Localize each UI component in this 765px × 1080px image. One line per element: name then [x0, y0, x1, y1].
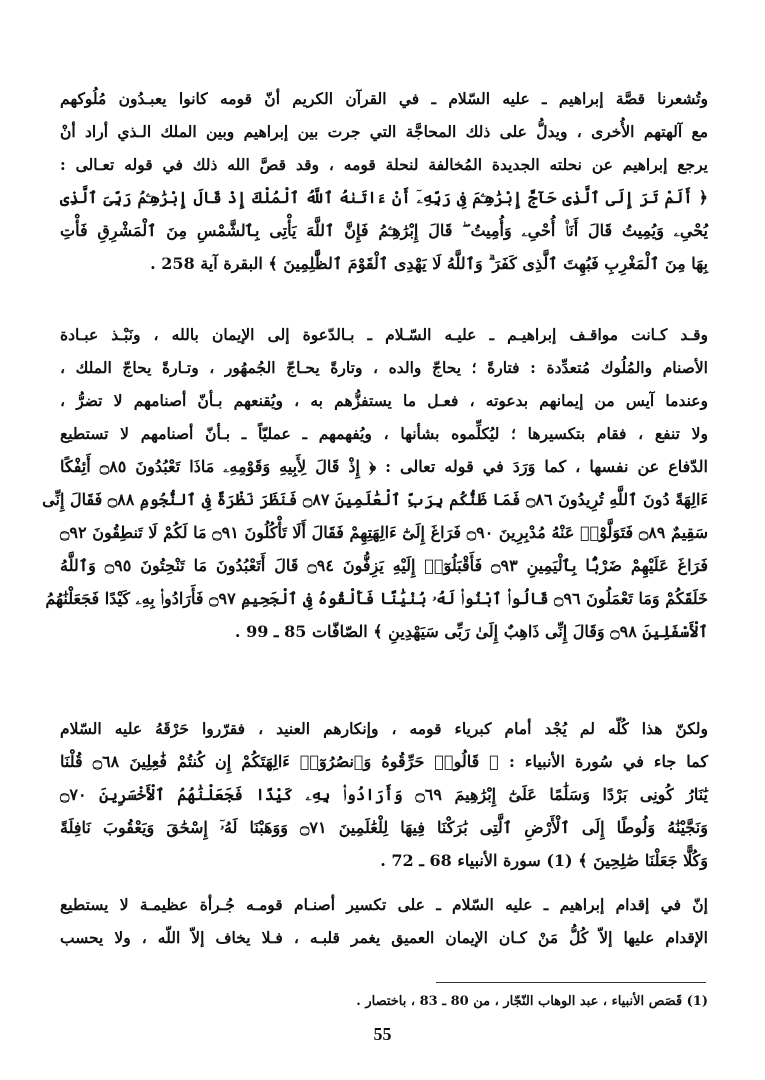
footnote-divider	[436, 982, 706, 983]
text-line: يرجع إبراهيم عن نحلته الجديدة المُخالفة لنحلة قومه ، وقد قصَّ الله ذلك في قوله تعـالى :	[60, 155, 708, 174]
quran-verse-line: وَكُلًّا جَعَلْنَا صَٰلِحِينَ ﴾ (1) سورة الأنبياء 68 ـ 72 .	[380, 851, 708, 870]
quran-verse-line: وَنَجَّيْنَٰهُ وَلُوطًا إِلَى ٱلْأَرْضِ ٱلَّتِى بَٰرَكْنَا فِيهَا لِلْعَٰلَمِينَ ۝٧١ وَوَهَبْنَا لَهُۥٓ إِسْحَٰقَ وَيَعْقُوبَ نَافِلَةً	[60, 818, 708, 837]
quran-verse-line: الدّفاع عن نفسها ، كما وَرَدَ في قوله تعالى : ﴿ إِذْ قَالَ لِأَبِيهِ وَقَوْمِهِۦ مَاذَا تَعْبُدُونَ ۝٨٥ أَئِفْكًا	[60, 457, 708, 476]
quran-verse-line: ءَالِهَةً دُونَ ٱللَّهِ تُرِيدُونَ ۝٨٦ فَمَا ظَنُّكُم بِرَبِّ ٱلْعَٰلَمِينَ ۝٨٧ فَنَظَرَ نَظْرَةً فِى ٱلنُّجُومِ ۝٨٨ فَقَالَ إِنِّى	[42, 490, 708, 509]
quran-verse-line: ٱلْأَسْفَلِينَ ۝٩٨ وَقَالَ إِنِّى ذَاهِبٌ إِلَىٰ رَبِّى سَيَهْدِينِ ﴾ الصّافّات 85 ـ 99 .	[234, 622, 708, 641]
quran-verse-line: خَلَقَكُمْ وَمَا تَعْمَلُونَ ۝٩٦ قَالُوا۟ ٱبْنُوا۟ لَهُۥ بُنْيَٰنًا فَأَلْقُوهُ فِى ٱلْجَحِيمِ ۝٩٧ فَأَرَادُوا۟ بِهِۦ كَيْدًا فَجَعَلْنَٰهُمُ	[45, 589, 708, 608]
quran-verse-line: يُحْىِۦ وَيُمِيتُ قَالَ أَنَا۠ أُحْىِۦ وَأُمِيتُ ۖ قَالَ إِبْرَٰهِـۧمُ فَإِنَّ ٱللَّهَ يَأْتِى بِٱلشَّمْسِ مِنَ ٱلْمَشْرِقِ فَأْتِ	[60, 221, 708, 240]
text-line: وتُشعرنا قصَّة إبراهيم ـ عليه السّلام ـ في القرآن الكريم أنّ قومه كانوا يعبـدُون مُلُوكهم	[60, 89, 708, 108]
quran-verse-line: كما جاء في سُورة الأنبياء : ﴿ قَالُوا۟ حَرِّقُوهُ وَٱنصُرُوٓا۟ ءَالِهَتَكُمْ إِن كُنتُمْ فَٰعِلِينَ ۝٦٨ قُلْنَا	[60, 752, 709, 771]
paragraph-2	[42, 318, 709, 648]
paragraph-1	[60, 82, 708, 280]
page-number: 55	[373, 1024, 392, 1044]
quran-verse-line: ﴿ أَلَمْ تَرَ إِلَى ٱلَّذِى حَآجَّ إِبْرَٰهِـۧمَ فِى رَبِّهِۦٓ أَنْ ءَاتَىٰهُ ٱللَّهُ ٱلْمُلْكَ إِذْ قَالَ إِبْرَٰهِـۧمُ رَبِّىَ ٱلَّذِى	[60, 188, 708, 207]
quran-verse-line: فَرَاغَ عَلَيْهِمْ ضَرْبًۢا بِٱلْيَمِينِ ۝٩٣ فَأَقْبَلُوٓا۟ إِلَيْهِ يَزِفُّونَ ۝٩٤ قَالَ أَتَعْبُدُونَ مَا تَنْحِتُونَ ۝٩٥ وَٱللَّهُ	[60, 556, 709, 575]
quran-verse-line: سَقِيمٌ ۝٨٩ فَتَوَلَّوْا۟ عَنْهُ مُدْبِرِينَ ۝٩٠ فَرَاغَ إِلَىٰٓ ءَالِهَتِهِمْ فَقَالَ أَلَا تَأْكُلُونَ ۝٩١ مَا لَكُمْ لَا تَنطِقُونَ ۝٩٢	[60, 523, 709, 542]
paragraph-3	[60, 712, 708, 877]
quran-verse-line: بِهَا مِنَ ٱلْمَغْرِبِ فَبُهِتَ ٱلَّذِى كَفَرَ ۗ وَٱللَّهُ لَا يَهْدِى ٱلْقَوْمَ ٱلظَّٰلِمِينَ ﴾ البقرة آية 258 .	[150, 254, 708, 273]
text-line: ولكنّ هذا كُلّه لم يُجْد أمام كبرياء قومه ، وإنكارهم العنيد ، فقرّروا حَرْقَهُ عليه السّلام	[60, 719, 708, 738]
text-line: ولا تنفع ، فقام بتكسيرها ؛ ليُكلِّموه بشأنها ، ويُفهمهم ـ عمليّاً ـ بـأنّ أصنامهم لا تستطيع	[60, 424, 708, 443]
paragraph-4	[60, 888, 708, 954]
text-line: مع آلهتهم الأُخرى ، ويدلُّ على ذلك المحاجَّة التي جرت بين إبراهيم وبين الملك الـذي أراد أنْ	[60, 122, 708, 141]
footnote: (1) قَصَص الأنبياء ، عبد الوهاب النّجّار ، من 80 ـ 83 ، باختصار .	[356, 994, 708, 1009]
text-line: وقـد كـانت مواقـف إبراهيـم ـ عليـه السّـلام ـ بـالدّعوة إلى الإيمان بالله ، ونَبْـذ عبـادة	[60, 325, 708, 344]
quran-verse-line: يَٰنَارُ كُونِى بَرْدًا وَسَلَٰمًا عَلَىٰٓ إِبْرَٰهِيمَ ۝٦٩ وَأَرَادُوا۟ بِهِۦ كَيْدًا فَجَعَلْنَٰهُمُ ٱلْأَخْسَرِينَ ۝٧٠	[60, 785, 708, 804]
text-line: الإقدام عليها إلاّ كُلُّ مَنْ كـان الإيمان العميق يغمر قلبـه ، فـلا يخاف إلاّ اللّه ، ولا يحسب	[60, 928, 708, 947]
text-line: إنّ في إقدام إبراهيم ـ عليه السّلام ـ على تكسير أصنـام قومـه جُـرأة عظيمـة لا يستطيع	[60, 895, 708, 914]
text-line: وعندما آيس من إيمانهم بدعوته ، فعـل ما يستفزُّهم به ، ويُقنعهم بـأنّ أصنامهم لا تضرُّ ،	[60, 391, 708, 410]
text-line: الأصنام والمُلُوك مُتعدِّدة : فتارةً ؛ يحاجّ والده ، وتارةً يحـاجّ الجُمهُور ، وتـارةً يحاجّ الملك ،	[60, 358, 708, 377]
